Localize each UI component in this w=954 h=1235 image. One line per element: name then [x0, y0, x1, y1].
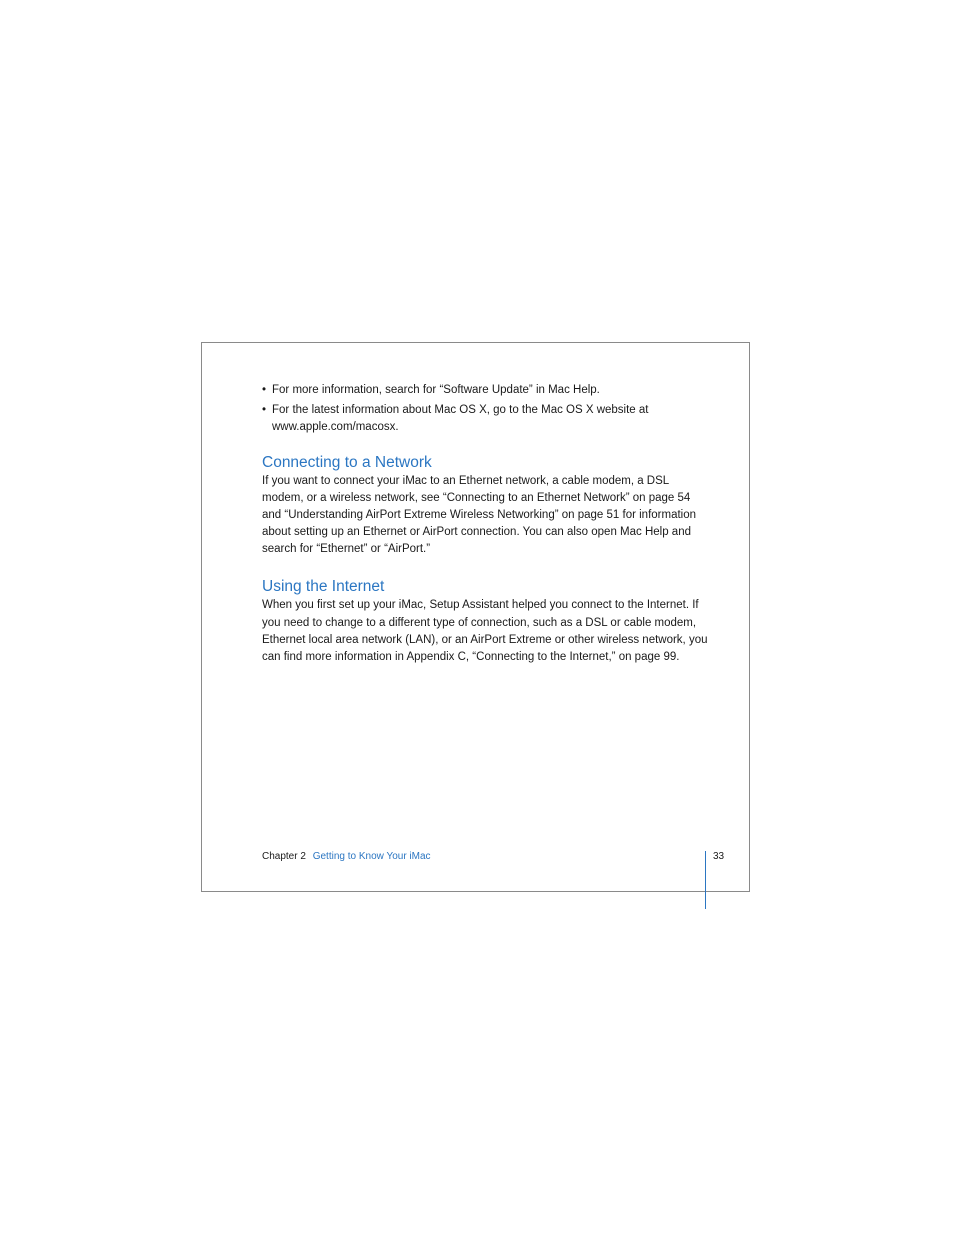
section-heading-connecting-network: Connecting to a Network	[262, 454, 432, 471]
bullet-text: For more information, search for “Software Update” in Mac Help.	[272, 384, 600, 396]
section-heading-using-internet: Using the Internet	[262, 578, 385, 596]
footer-chapter-title: Getting to Know Your iMac	[312, 851, 431, 862]
section-body-using-internet: When you first set up your iMac, Setup Assistant helped you connect to the Internet. If you need to change to a different type of connection, such as a DSL or cable modem, Ethernet local area network (LAN), or an AirPort Extreme or other wireless network, you can find more information in Appendix C, “Connecting to the Internet,” on page 99.	[262, 599, 708, 663]
bullet-text: For the latest information about Mac OS X, go to the Mac OS X website at www.apple.com/macosx.	[272, 404, 649, 433]
footer-divider	[705, 851, 706, 909]
page-content	[262, 382, 712, 666]
bullet-glyph: •	[262, 384, 267, 396]
bullet-glyph: •	[262, 404, 267, 416]
page-number: 33	[713, 851, 725, 862]
list-item	[262, 402, 712, 436]
section-body-connecting-network: If you want to connect your iMac to an Ethernet network, a cable modem, a DSL modem, or a wireless network, see “Connecting to an Ethernet Network” on page 54 and “Understanding AirPort Extreme Wireless Networking” on page 51 for information about setting up an Ethernet or AirPort connection. You can also open Mac Help and search for “Ethernet” or “AirPort.”	[262, 475, 697, 556]
footer-chapter	[262, 850, 431, 864]
bullet-list	[262, 382, 712, 436]
footer-chapter-label: Chapter 2	[262, 851, 306, 862]
list-item	[262, 382, 712, 399]
